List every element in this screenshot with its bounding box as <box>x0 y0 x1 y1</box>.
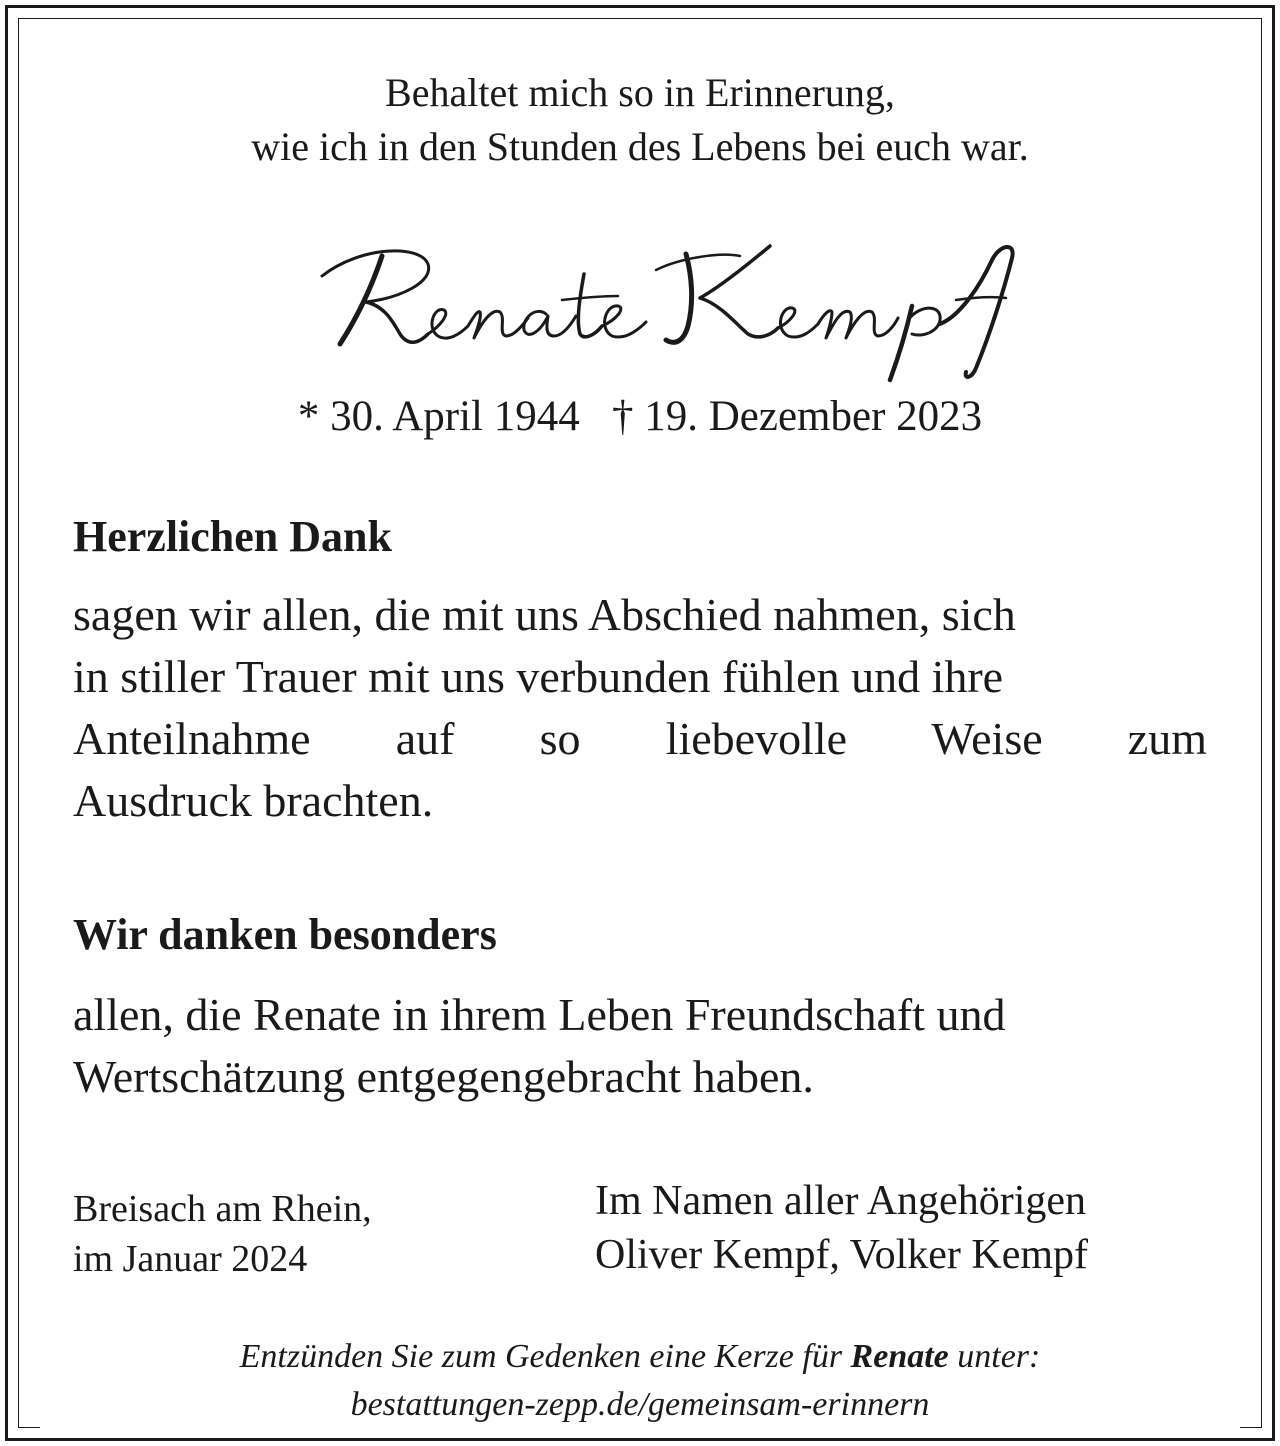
thanks-line: Anteilnahme auf so liebevolle Weise zum <box>73 713 1207 764</box>
memorial-url[interactable]: bestattungen-zepp.de/gemeinsam-erinnern <box>350 1386 930 1423</box>
special-thanks-paragraph <box>73 984 1207 1108</box>
place-date <box>73 1184 372 1284</box>
thanks-line: in stiller Trauer mit uns verbunden fühlen und ihre <box>73 651 1004 702</box>
signers <box>595 1174 1088 1282</box>
candle-text-before: Entzünden Sie zum Gedenken eine Kerze für <box>239 1338 851 1375</box>
candle-text-after: unter: <box>948 1338 1041 1375</box>
death-date: † 19. Dezember 2023 <box>611 393 983 440</box>
place-line: Breisach am Rhein, <box>73 1188 372 1230</box>
motto-line-2: wie ich in den Stunden des Lebens bei euch war. <box>251 124 1029 169</box>
special-thanks-line: allen, die Renate in ihrem Leben Freundschaft und <box>73 989 1006 1040</box>
date-line: im Januar 2024 <box>73 1238 308 1280</box>
name-signature <box>300 236 1040 386</box>
candle-invitation <box>0 1334 1280 1380</box>
candle-name: Renate <box>850 1338 949 1375</box>
signers-line-2: Oliver Kempf, Volker Kempf <box>595 1232 1089 1278</box>
thanks-line: sagen wir allen, die mit uns Abschied nahmen, sich <box>73 589 1016 640</box>
thanks-line: Ausdruck brachten. <box>73 775 434 826</box>
life-dates <box>0 390 1280 444</box>
thanks-paragraph <box>73 584 1207 832</box>
signers-line-1: Im Namen aller Angehörigen <box>595 1178 1086 1224</box>
thanks-heading: Herzlichen Dank <box>73 512 392 561</box>
special-thanks-line: Wertschätzung entgegengebracht haben. <box>73 1051 814 1102</box>
special-thanks-heading: Wir danken besonders <box>73 910 497 959</box>
motto-line-1: Behaltet mich so in Erinnerung, <box>385 70 895 115</box>
birth-date: * 30. April 1944 <box>297 393 580 440</box>
